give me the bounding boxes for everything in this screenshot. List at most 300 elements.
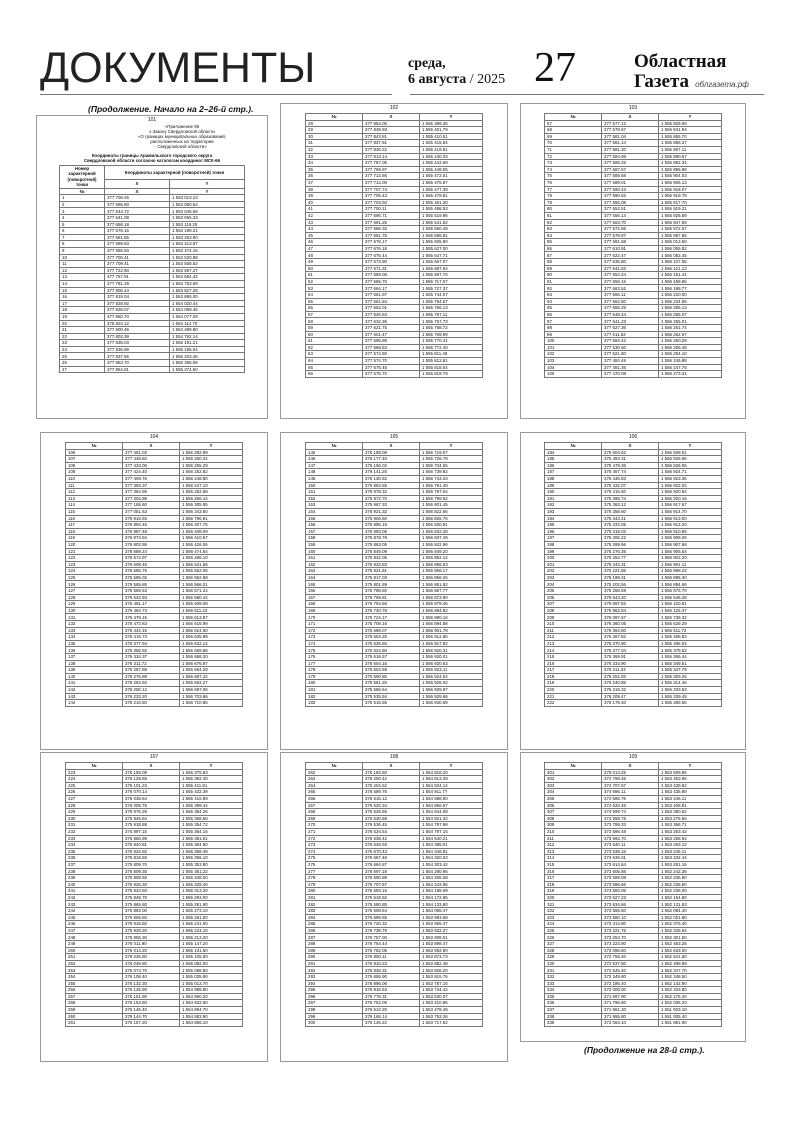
table-row: [66, 776, 243, 783]
coord-y: 1 556 247.10: [180, 482, 243, 489]
point-number: 66: [306, 371, 363, 378]
coord-y: 1 554 114.70: [170, 320, 245, 327]
table-row: [306, 338, 483, 345]
coord-x: 376 334.90: [602, 660, 659, 667]
coord-x: 375 708.16: [363, 621, 420, 628]
coord-y: 1 556 262.67: [659, 331, 722, 338]
coord-y: 1 555 082.00: [180, 960, 243, 967]
point-number: 177: [306, 660, 363, 667]
point-number: 3: [60, 208, 105, 215]
table-row: [306, 325, 483, 332]
col-x-header: X: [123, 763, 180, 770]
coord-x: 377 627.36: [602, 325, 659, 332]
coord-x: 375 254.77: [602, 555, 659, 562]
coord-x: 375 849.09: [363, 548, 420, 555]
table-row: [306, 232, 483, 239]
coord-y: 1 554 911.77: [420, 789, 483, 796]
table-row: [66, 495, 243, 502]
point-number: 175: [306, 647, 363, 654]
point-number: 205: [545, 588, 602, 595]
coord-y: 1 554 894.70: [180, 1006, 243, 1013]
point-number: 245: [66, 914, 123, 921]
coord-y: 1 555 191.21: [170, 340, 245, 347]
coord-x: 372 758.40: [602, 954, 659, 961]
coord-y: 1 555 647.71: [420, 252, 483, 259]
table-row: [545, 469, 722, 476]
coord-x: 376 896.06: [363, 980, 420, 987]
coord-x: 376 559.53: [123, 588, 180, 595]
table-row: [545, 594, 722, 601]
table-row: [66, 828, 243, 835]
coord-y: 1 553 827.28: [170, 287, 245, 294]
point-number: 145: [306, 449, 363, 456]
table-row: [306, 133, 483, 140]
point-number: 28: [306, 120, 363, 127]
table-panel-101: [36, 115, 268, 419]
point-number: 65: [306, 364, 363, 371]
coord-y: 1 556 220.00: [659, 292, 722, 299]
coord-x: 376 334.37: [123, 654, 180, 661]
coord-x: 375 856.99: [123, 835, 180, 842]
point-number: 73: [545, 160, 602, 167]
coord-y: 1 555 841.94: [659, 127, 722, 134]
coord-y: 1 555 769.99: [420, 331, 483, 338]
coord-y: 1 556 408.09: [180, 528, 243, 535]
table-row: [306, 305, 483, 312]
masthead: [40, 44, 764, 100]
point-number: 27: [60, 366, 105, 373]
table-row: [66, 508, 243, 515]
point-number: 64: [306, 357, 363, 364]
table-row: [306, 548, 483, 555]
coord-x: 376 699.55: [363, 914, 420, 921]
table-row: [66, 568, 243, 575]
coord-x: 377 578.87: [602, 232, 659, 239]
table-row: [66, 462, 243, 469]
coord-y: 1 555 241.50: [180, 921, 243, 928]
coord-y: 1 554 640.21: [420, 835, 483, 842]
point-number: 228: [66, 802, 123, 809]
coord-x: 375 604.59: [363, 667, 420, 674]
coord-x: 375 276.35: [602, 548, 659, 555]
point-number: 16: [60, 294, 105, 301]
coord-y: 1 556 856.26: [420, 574, 483, 581]
coord-y: 1 556 910.65: [659, 528, 722, 535]
col-y-header: Y: [659, 763, 722, 770]
coord-x: 375 415.50: [602, 489, 659, 496]
coord-y: 1 554 098.47: [420, 908, 483, 915]
coord-x: 377 635.80: [602, 259, 659, 266]
table-panel-107: [40, 752, 268, 1062]
coord-y: 1 552 236.60: [659, 881, 722, 888]
coord-x: 377 644.72: [105, 208, 170, 215]
point-number: 111: [66, 482, 123, 489]
table-row: [545, 502, 722, 509]
table-row: [545, 475, 722, 482]
point-number: 183: [306, 700, 363, 707]
point-number: 49: [306, 259, 363, 266]
coord-y: 1 552 084.40: [659, 908, 722, 915]
coord-y: 1 553 199.21: [170, 228, 245, 235]
coord-x: 376 689.24: [123, 548, 180, 555]
point-number: 265: [306, 789, 363, 796]
table-row: [306, 475, 483, 482]
point-number: 126: [66, 581, 123, 588]
coord-y: 1 556 687.42: [180, 673, 243, 680]
coord-x: 373 605.56: [602, 868, 659, 875]
coord-x: 376 038.64: [123, 795, 180, 802]
coord-x: 375 635.55: [363, 640, 420, 647]
coord-x: 376 739.79: [363, 927, 420, 934]
coord-y: 1 552 154.80: [659, 894, 722, 901]
coord-x: 377 051.63: [123, 508, 180, 515]
point-number: 19: [60, 313, 105, 320]
point-number: 232: [66, 828, 123, 835]
appendix-line: Свердловской области»: [157, 144, 207, 149]
coord-y: 1 556 273.31: [659, 371, 722, 378]
coord-y: 1 556 912.20: [659, 522, 722, 529]
coord-y: 1 553 232.44: [659, 855, 722, 862]
table-row: [306, 311, 483, 318]
point-number: 216: [545, 660, 602, 667]
coord-x: 375 921.32: [363, 508, 420, 515]
coord-x: 375 817.03: [363, 574, 420, 581]
point-number: 151: [306, 489, 363, 496]
coord-y: 1 556 571.24: [180, 588, 243, 595]
table-row: [545, 120, 722, 127]
table-row: [306, 489, 483, 496]
table-row: [306, 802, 483, 809]
coord-x: 376 670.43: [363, 848, 420, 855]
coord-y: 1 556 894.66: [659, 581, 722, 588]
coord-y: 1 553 446.11: [659, 795, 722, 802]
coord-x: 375 319.03: [602, 528, 659, 535]
coord-y: 1 552 463.26: [659, 941, 722, 948]
coord-x: 376 179.40: [602, 700, 659, 707]
point-number: 99: [545, 331, 602, 338]
point-number: 91: [545, 278, 602, 285]
coord-y: 1 555 351.22: [180, 868, 243, 875]
coord-y: 1 556 879.46: [420, 601, 483, 608]
point-number: 57: [306, 311, 363, 318]
table-row: [306, 239, 483, 246]
coord-x: 372 063.10: [602, 1020, 659, 1027]
coord-y: 1 556 926.06: [659, 462, 722, 469]
coord-x: 377 854.00: [363, 120, 420, 127]
table-row: [306, 528, 483, 535]
table-row: [306, 502, 483, 509]
coord-y: 1 555 333.53: [659, 686, 722, 693]
point-number: 39: [306, 193, 363, 200]
table-row: [306, 868, 483, 875]
coord-y: 1 555 261.50: [180, 914, 243, 921]
point-number: 316: [545, 868, 602, 875]
table-row: [545, 993, 722, 1000]
table-row: [306, 581, 483, 588]
point-number: 38: [306, 186, 363, 193]
point-number: 190: [545, 489, 602, 496]
point-number: 82: [545, 219, 602, 226]
coord-y: 1 553 408.81: [659, 802, 722, 809]
coord-x: 376 287.88: [123, 667, 180, 674]
coord-x: 376 538.42: [363, 835, 420, 842]
table-row: [306, 588, 483, 595]
point-number: 173: [306, 634, 363, 641]
point-number: 80: [545, 206, 602, 213]
table-row: [545, 206, 722, 213]
point-number: 142: [66, 686, 123, 693]
point-number: 30: [306, 133, 363, 140]
coord-y: 1 553 119.25: [170, 221, 245, 228]
coord-y: 1 554 792.14: [170, 333, 245, 340]
coord-x: 375 819.55: [123, 855, 180, 862]
table-row: [66, 861, 243, 868]
coord-y: 1 556 929.97: [420, 686, 483, 693]
table-row: [66, 789, 243, 796]
table-row: [545, 640, 722, 647]
coord-y: 1 556 797.04: [420, 489, 483, 496]
point-number: 172: [306, 627, 363, 634]
coord-x: 377 655.29: [602, 305, 659, 312]
coord-y: 1 555 906.13: [659, 179, 722, 186]
point-number: 248: [66, 934, 123, 941]
coord-x: 377 681.75: [363, 232, 420, 239]
coord-x: 373 321.76: [602, 927, 659, 934]
coord-y: 1 553 983.68: [420, 914, 483, 921]
point-number: 308: [545, 815, 602, 822]
table-row: [545, 212, 722, 219]
col-x-header: X: [363, 763, 420, 770]
point-number: 130: [66, 607, 123, 614]
coord-y: 1 555 364.16: [180, 828, 243, 835]
point-number: 86: [545, 245, 602, 252]
coord-x: 377 665.70: [363, 278, 420, 285]
table-row: [545, 660, 722, 667]
coord-x: 377 584.99: [602, 153, 659, 160]
point-number: 107: [66, 456, 123, 463]
point-number: 11: [60, 261, 105, 268]
table-row: [545, 568, 722, 575]
point-number: 323: [545, 914, 602, 921]
coord-x: 376 360.05: [602, 621, 659, 628]
point-number: 235: [66, 848, 123, 855]
coord-y: 1 556 928.61: [659, 449, 722, 456]
coord-y: 1 555 585.81: [420, 232, 483, 239]
point-number: 250: [66, 947, 123, 954]
coord-y: 1 556 410.57: [180, 535, 243, 542]
table-row: [66, 541, 243, 548]
table-row: [306, 1000, 483, 1007]
table-row: [545, 614, 722, 621]
table-row: [545, 292, 722, 299]
coord-x: 377 661.97: [363, 292, 420, 299]
coord-y: 1 556 905.54: [659, 548, 722, 555]
coord-y: 1 555 105.00: [180, 954, 243, 961]
table-row: [66, 993, 243, 1000]
point-number: 154: [306, 508, 363, 515]
coord-x: 377 484.49: [602, 357, 659, 364]
table-row: [545, 515, 722, 522]
coord-x: 376 609.45: [123, 561, 180, 568]
table-row: [60, 228, 245, 235]
col-no-header: №: [66, 763, 123, 770]
coord-y: 1 555 359.55: [659, 700, 722, 707]
point-number: 103: [545, 357, 602, 364]
coord-x: 371 961.20: [602, 1006, 659, 1013]
point-number: 196: [545, 528, 602, 535]
coord-x: 377 648.44: [602, 311, 659, 318]
point-number: 55: [306, 298, 363, 305]
coord-x: 377 700.11: [363, 206, 420, 213]
coord-y: 1 556 252.82: [180, 469, 243, 476]
coord-x: 375 865.80: [123, 901, 180, 908]
coord-y: 1 556 474.64: [180, 548, 243, 555]
table-row: [306, 855, 483, 862]
coord-y: 1 556 849.20: [420, 548, 483, 555]
table-row: [545, 482, 722, 489]
table-row: [60, 340, 245, 347]
coord-x: 376 824.12: [105, 320, 170, 327]
point-number: 186: [545, 462, 602, 469]
coord-y: 1 556 624.50: [180, 627, 243, 634]
coord-y: 1 555 364.90: [180, 842, 243, 849]
table-row: [306, 555, 483, 562]
coord-y: 1 556 922.02: [659, 482, 722, 489]
coord-y: 1 553 453.95: [659, 776, 722, 783]
continued-on-note: (Продолжение на 28-й стр.).: [584, 1045, 705, 1055]
coord-y: 1 556 861.92: [420, 581, 483, 588]
col-no-header: №: [545, 114, 602, 121]
coord-x: 373 584.05: [602, 888, 659, 895]
coord-x: 377 448.82: [123, 456, 180, 463]
point-number: 329: [545, 954, 602, 961]
coord-x: 377 849.93: [363, 127, 420, 134]
table-row: [60, 294, 245, 301]
point-number: 282: [306, 901, 363, 908]
coord-y: 1 556 837.49: [420, 535, 483, 542]
point-number: 96: [545, 311, 602, 318]
point-number: 137: [66, 654, 123, 661]
point-number: 267: [306, 802, 363, 809]
coord-y: 1 552 301.50: [659, 934, 722, 941]
coord-y: 1 555 767.73: [420, 318, 483, 325]
coord-y: 1 556 260.29: [659, 338, 722, 345]
point-number: 166: [306, 588, 363, 595]
point-number: 161: [306, 555, 363, 562]
point-number: 193: [545, 508, 602, 515]
coord-x: 377 595.89: [363, 338, 420, 345]
coord-y: 1 556 282.89: [180, 449, 243, 456]
coord-y: 1 555 392.40: [180, 776, 243, 783]
coord-y: 1 556 926.95: [659, 456, 722, 463]
coord-y: 1 555 667.07: [420, 259, 483, 266]
table-row: [66, 848, 243, 855]
coord-y: 1 555 605.90: [420, 239, 483, 246]
coord-y: 1 554 818.20: [420, 769, 483, 776]
point-number: 54: [306, 292, 363, 299]
coord-x: 377 850.70: [105, 313, 170, 320]
coord-y: 1 555 511.72: [659, 627, 722, 634]
table-row: [306, 456, 483, 463]
table-row: [66, 475, 243, 482]
point-number: 280: [306, 888, 363, 895]
coord-x: 377 575.70: [363, 371, 420, 378]
coord-y: 1 556 917.92: [420, 640, 483, 647]
coord-y: 1 556 546.28: [659, 594, 722, 601]
table-row: [60, 201, 245, 208]
coord-x: 376 276.88: [123, 673, 180, 680]
point-number: 159: [306, 541, 363, 548]
point-number: 63: [306, 351, 363, 358]
point-number: 259: [66, 1006, 123, 1013]
table-row: [306, 357, 483, 364]
coord-x: 377 900.45: [105, 327, 170, 334]
coord-x: 371 697.90: [602, 993, 659, 1000]
coord-y: 1 556 917.67: [659, 502, 722, 509]
table-row: [306, 987, 483, 994]
coord-x: 377 837.55: [105, 353, 170, 360]
coord-y: 1 556 632.14: [180, 640, 243, 647]
coord-x: 373 634.66: [602, 901, 659, 908]
coord-y: 1 555 486.04: [659, 640, 722, 647]
coord-y: 1 556 541.56: [180, 561, 243, 568]
table-row: [306, 226, 483, 233]
coord-x: 375 202.56: [602, 581, 659, 588]
point-number: 198: [545, 541, 602, 548]
point-number: 311: [545, 835, 602, 842]
point-number: 241: [66, 888, 123, 895]
coord-y: 1 555 478.81: [420, 193, 483, 200]
table-row: [306, 954, 483, 961]
point-number: 313: [545, 848, 602, 855]
coord-x: 376 800.11: [363, 954, 420, 961]
table-row: [66, 908, 243, 915]
coord-x: 377 568.63: [363, 344, 420, 351]
table-row: [545, 967, 722, 974]
table-row: [306, 967, 483, 974]
table-row: [545, 265, 722, 272]
coord-y: 1 553 558.62: [170, 261, 245, 268]
table-row: [66, 1000, 243, 1007]
table-row: [545, 140, 722, 147]
coord-x: 376 534.54: [363, 828, 420, 835]
coord-x: 373 586.66: [602, 881, 659, 888]
coord-y: 1 556 407.75: [180, 522, 243, 529]
point-number: 331: [545, 967, 602, 974]
point-number: 35: [306, 166, 363, 173]
coord-x: 376 752.09: [363, 1000, 420, 1007]
coord-x: 375 740.78: [363, 607, 420, 614]
coord-y: 1 556 743.43: [420, 475, 483, 482]
coord-x: 377 591.58: [602, 239, 659, 246]
table-row: [306, 186, 483, 193]
coord-y: 1 553 892.90: [420, 947, 483, 954]
coord-x: 376 782.05: [363, 947, 420, 954]
point-number: 158: [306, 535, 363, 542]
coord-x: 376 491.17: [123, 601, 180, 608]
coord-x: 376 130.82: [363, 475, 420, 482]
coord-x: 376 778.31: [363, 993, 420, 1000]
point-number: 218: [545, 673, 602, 680]
table-row: [306, 634, 483, 641]
coord-x: 377 574.50: [363, 351, 420, 358]
table-row: [306, 828, 483, 835]
coord-x: 377 587.57: [602, 166, 659, 173]
coord-x: 377 671.31: [363, 265, 420, 272]
coord-y: 1 553 013.23: [170, 195, 245, 202]
table-row: [306, 881, 483, 888]
coord-y: 1 554 834.14: [420, 782, 483, 789]
